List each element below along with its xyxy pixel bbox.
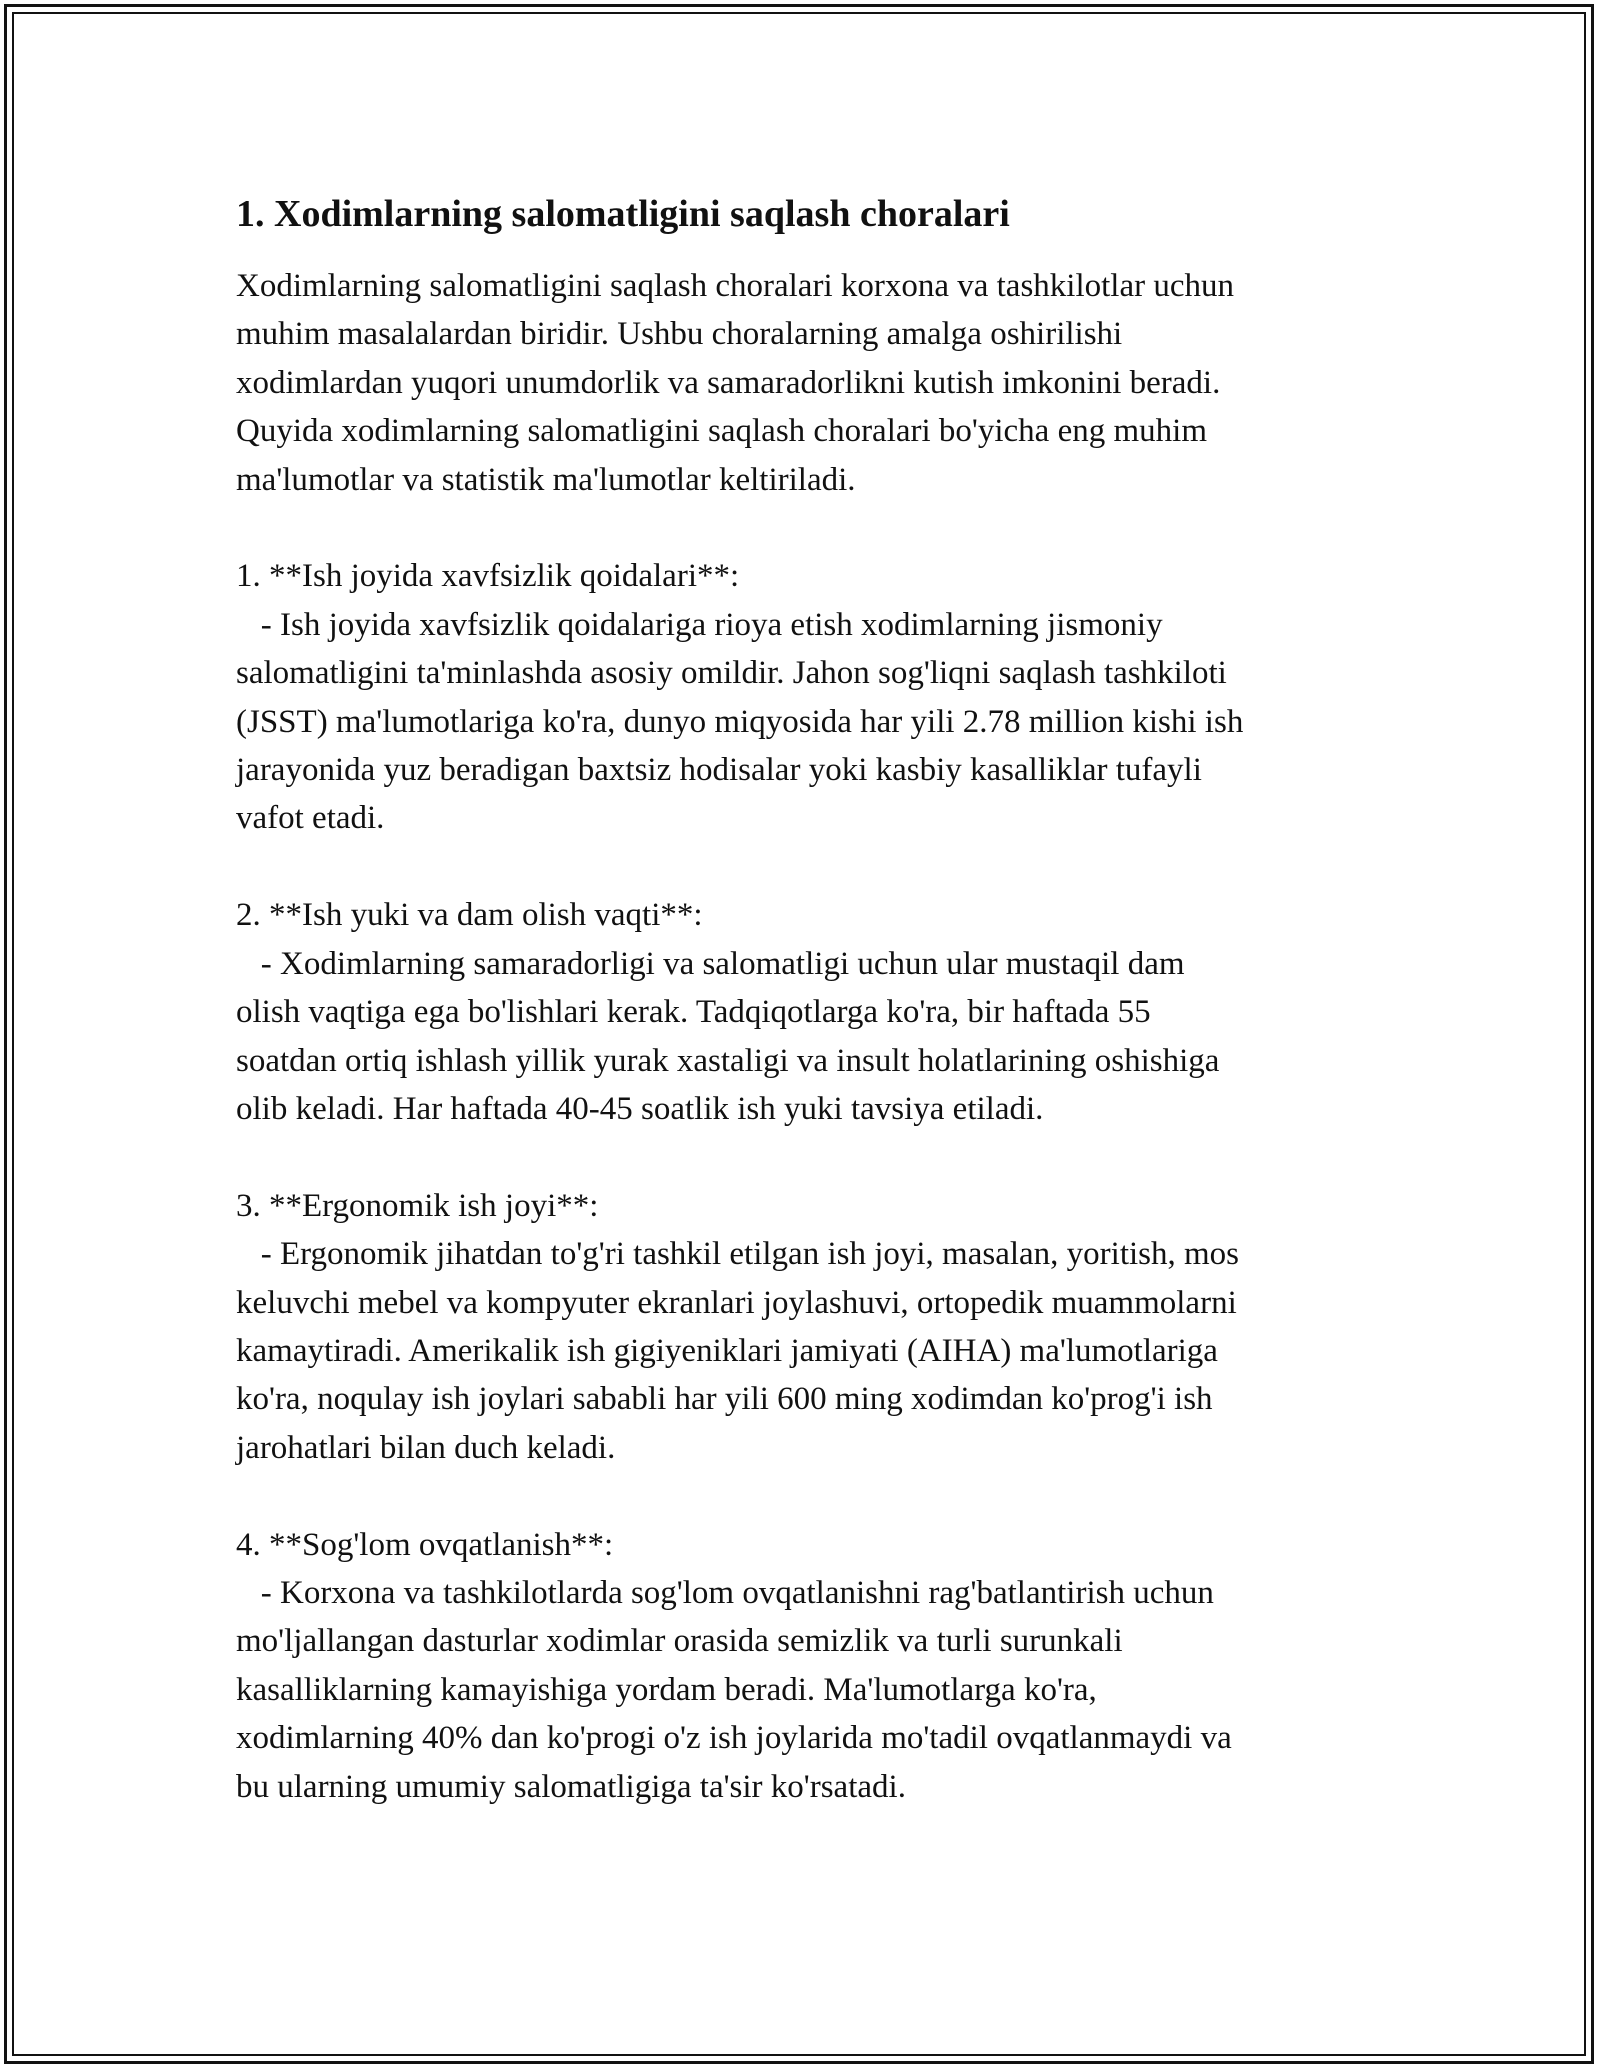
document-content bbox=[236, 186, 1366, 1811]
page-title: 1. Xodimlarning salomatligini saqlash choralari bbox=[236, 193, 1010, 235]
document-body: Xodimlarning salomatligini saqlash choralari korxona va tashkilotlar uchun muhim masalalardan biridir. Ushbu choralarning amalga oshirilishi xodimlardan yuqori unumdorlik va samaradorlikni kutish imkonini beradi. Quyida xodimlarning salomatligini saqlash choralari bo'yicha eng muhim ma'lumotlar va statistik ma'lumotlar keltiriladi. 1. **Ish joyida xavfsizlik qoidalari**: - Ish joyida xavfsizlik qoidalariga rioya etish xodimlarning jismoniy salomatligini ta'minlashda asosiy omildir. Jahon sog'liqni saqlash tashkiloti (JSST) ma'lumotlariga ko'ra, dunyo miqyosida har yili 2.78 million kishi ish jarayonida yuz beradigan baxtsiz hodisalar yoki kasbiy kasalliklar tufayli vafot etadi. 2. **Ish yuki va dam olish vaqti**: - Xodimlarning samaradorligi va salomatligi uchun ular mustaqil dam olish vaqtiga ega bo'lishlari kerak. Tadqiqotlarga ko'ra, bir haftada 55 soatdan ortiq ishlash yillik yurak xastaligi va insult holatlarining oshishiga olib keladi. Har haftada 40-45 soatlik ish yuki tavsiya etiladi. 3. **Ergonomik ish joyi**: - Ergonomik jihatdan to'g'ri tashkil etilgan ish joyi, masalan, yoritish, mos keluvchi mebel va kompyuter ekranlari joylashuvi, ortopedik muammolarni kamaytiradi. Amerikalik ish gigiyeniklari jamiyati (AIHA) ma'lumotlariga ko'ra, noqulay ish joylari sababli har yili 600 ming xodimdan ko'prog'i ish jarohatlari bilan duch keladi. 4. **Sog'lom ovqatlanish**: - Korxona va tashkilotlarda sog'lom ovqatlanishni rag'batlantirish uchun mo'ljallangan dasturlar xodimlar orasida semizlik va turli surunkali kasalliklarning kamayishiga yordam beradi. Ma'lumotlarga ko'ra, xodimlarning 40% dan ko'progi o'z ish joylarida mo'tadil ovqatlanmaydi va bu ularning umumiy salomatligiga ta'sir ko'rsatadi. bbox=[236, 268, 1244, 1805]
